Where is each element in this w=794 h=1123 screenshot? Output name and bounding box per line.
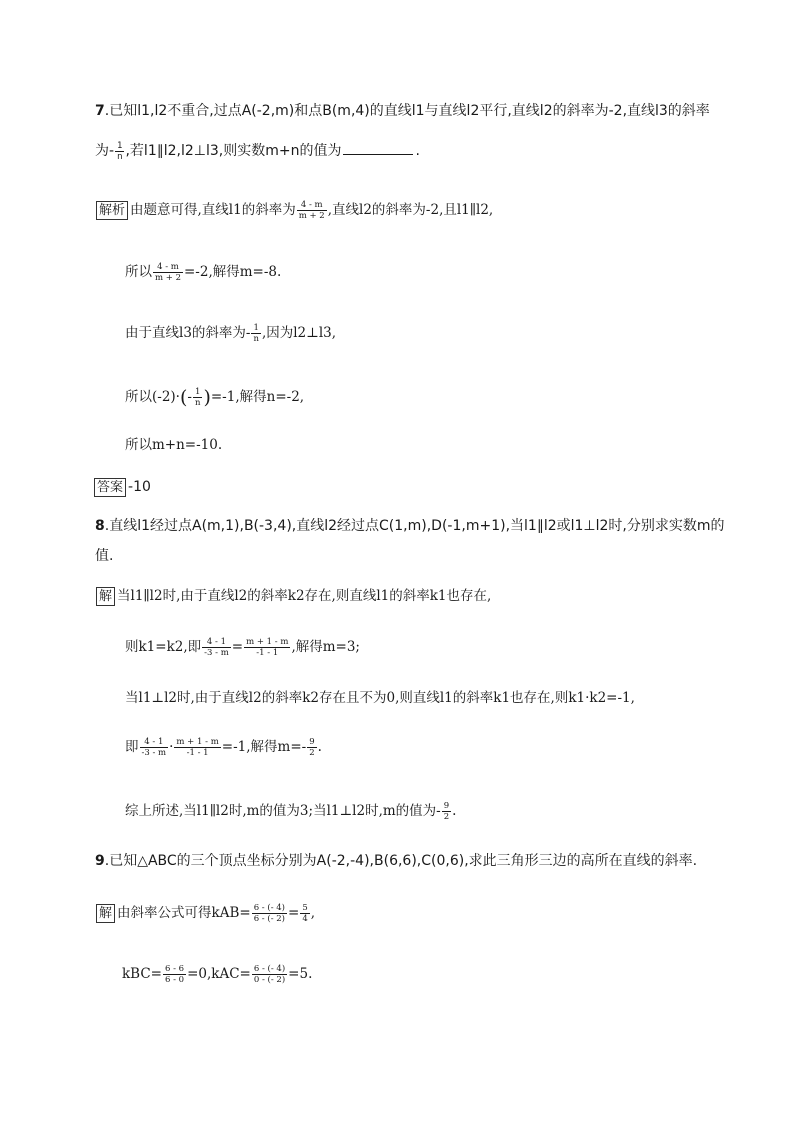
q8-stem-line2: 值. (95, 548, 114, 564)
fraction: $\frac{9}{2}$ (443, 801, 450, 822)
q7-solution-line1: 解析 由题意可得,直线l1的斜率为 $\frac{4 - m}{m + 2}$ ,直线l2的斜率为-2,且l1∥l2, (96, 200, 493, 221)
fraction: $\frac{9}{2}$ (309, 737, 315, 758)
fraction: $\frac{m + 1 - m}{-1 - 1}$ (176, 737, 219, 758)
q7-stem-line1: 7.已知l1,l2不重合,过点A(-2,m)和点B(m,4)的直线l1与直线l2平行,直线l2的斜率为-2,直线l3的斜率 (95, 103, 710, 119)
fraction: $\frac{1}{n}$ (194, 387, 201, 408)
q7-solution-line3: 由于直线l3的斜率为- $\frac{1}{n}$ ,因为l2⊥l3, (125, 323, 337, 344)
q8-number: 8 (95, 518, 105, 534)
fraction: $\frac{4 - m}{m + 2}$ (155, 262, 181, 283)
q8-solution-line4: 即 $\frac{4 - 1}{-3 - m}$ · $\frac{m + 1 - m}{-1 - 1}$ =-1,解得m=- $\frac{9}{2}$ . (125, 737, 322, 758)
fraction: $\frac{m + 1 - m}{-1 - 1}$ (246, 637, 289, 658)
q7-solution-line5: 所以m+n=-10. (125, 437, 223, 453)
fraction: $\frac{4 - m}{m + 2}$ (298, 200, 325, 221)
q8-solution-line3: 当l1⊥l2时,由于直线l2的斜率k2存在且不为0,则直线l1的斜率k1也存在,则k1·k2=-1, (125, 690, 635, 706)
q8-solution-line5: 综上所述,当l1∥l2时,m的值为3;当l1⊥l2时,m的值为- $\frac{9}{2}$ . (125, 801, 457, 822)
fraction: $\frac{6 - (- 4)}{6 - (- 2)}$ (253, 903, 285, 924)
answer-blank (343, 140, 413, 155)
jie-label: 解 (96, 904, 115, 923)
fraction: $\frac{6 - (- 4)}{0 - (- 2)}$ (253, 964, 286, 985)
q7-number: 7 (95, 103, 105, 119)
fraction: $\frac{5}{4}$ (302, 903, 308, 924)
fraction: $\frac{1}{n}$ (117, 140, 123, 162)
q8-solution-line2: 则k1=k2,即 $\frac{4 - 1}{-3 - m}$ = $\frac{m + 1 - m}{-1 - 1}$ ,解得m=3; (125, 637, 360, 658)
fraction: $\frac{6 - 6}{6 - 0}$ (165, 964, 185, 985)
q7-solution-line2: 所以 $\frac{4 - m}{m + 2}$ =-2,解得m=-8. (125, 262, 282, 283)
q7-answer: 答案 -10 (94, 477, 151, 497)
q7-solution-line4: 所以(-2)·(- $\frac{1}{n}$ )=-1,解得n=-2, (125, 386, 305, 409)
q9-solution-line2: kBC= $\frac{6 - 6}{6 - 0}$ =0,kAC= $\frac{6 - (- 4)}{0 - (- 2)}$ =5. (122, 964, 313, 985)
q8-solution-line1: 解 当l1∥l2时,由于直线l2的斜率k2存在,则直线l1的斜率k1也存在, (96, 586, 491, 606)
jie-label: 解 (96, 587, 115, 606)
daan-label: 答案 (94, 478, 126, 497)
fraction: $\frac{4 - 1}{-3 - m}$ (141, 737, 167, 758)
q9-stem-line1: 9.已知△ABC的三个顶点坐标分别为A(-2,-4),B(6,6),C(0,6),求此三角形三边的高所在直线的斜率. (95, 853, 698, 869)
fraction: $\frac{4 - 1}{-3 - m}$ (204, 637, 229, 658)
q7-stem-line2: 为- $\frac{1}{n}$ ,若l1∥l2,l2⊥l3,则实数m+n的值为 . (95, 140, 420, 162)
fraction: $\frac{1}{n}$ (253, 323, 259, 344)
q9-solution-line1: 解 由斜率公式可得kAB= $\frac{6 - (- 4)}{6 - (- 2)}$ = $\frac{5}{4}$ , (96, 903, 315, 924)
q8-stem-line1: 8.直线l1经过点A(m,1),B(-3,4),直线l2经过点C(1,m),D(-1,m+1),当l1∥l2或l1⊥l2时,分别求实数m的 (95, 518, 725, 534)
q9-number: 9 (95, 853, 105, 869)
jiexi-label: 解析 (96, 201, 128, 220)
